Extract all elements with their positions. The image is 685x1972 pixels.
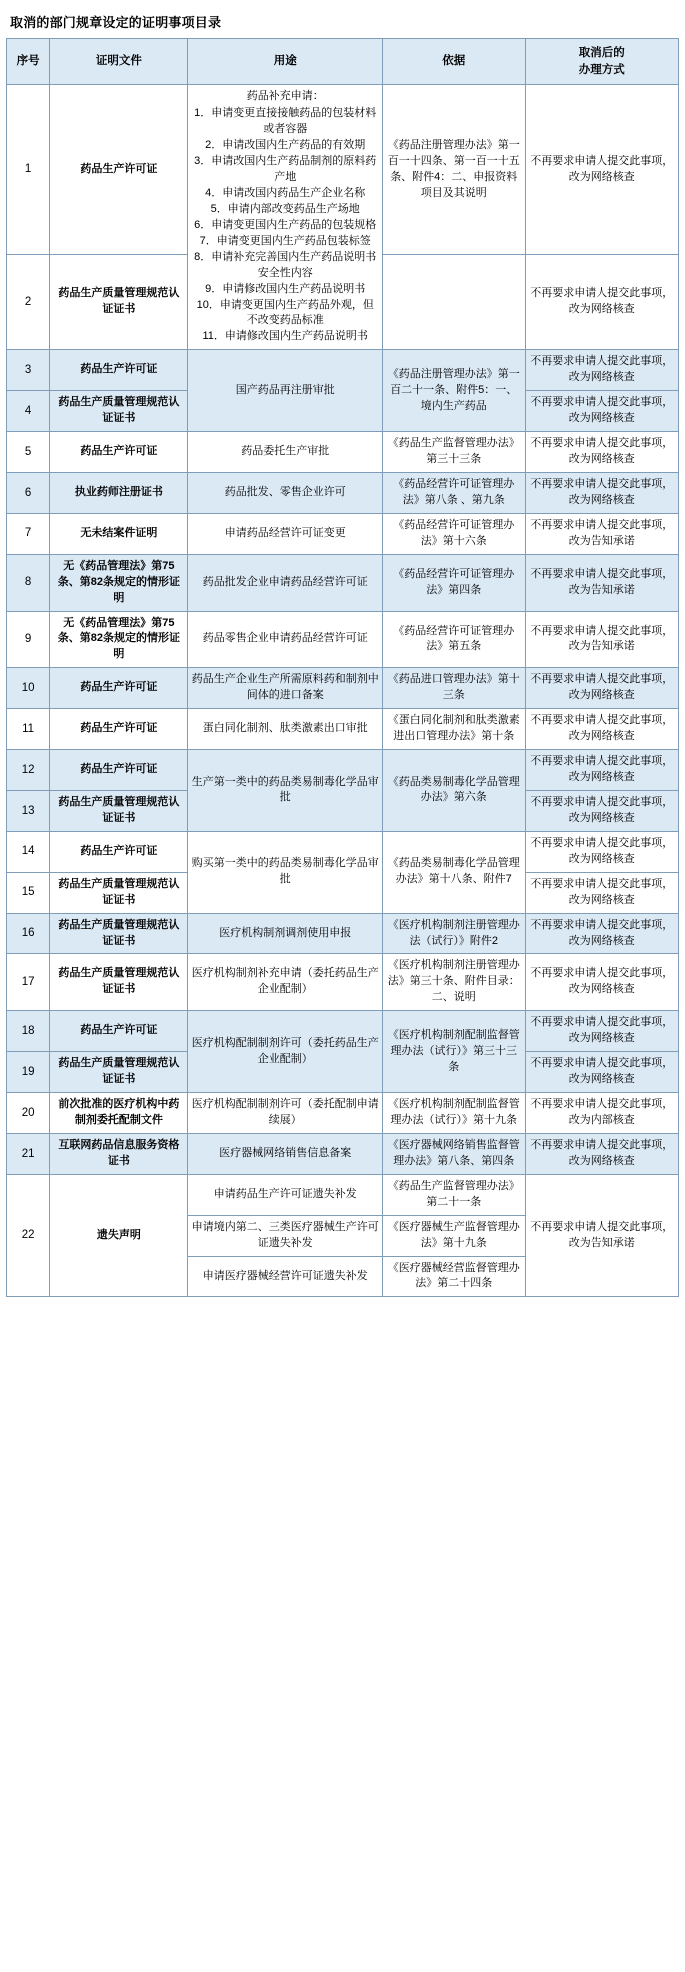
cell-after: 不再要求申请人提交此事项，改为告知承诺 [525,611,678,668]
cell-document: 执业药师注册证书 [50,472,188,513]
cell-no: 2 [7,255,50,350]
cell-after: 不再要求申请人提交此事项，改为网络核查 [525,668,678,709]
cell-basis: 《药品经营许可证管理办法》第八条 、第九条 [382,472,525,513]
cell-no: 18 [7,1011,50,1052]
cell-after: 不再要求申请人提交此事项，改为告知承诺 [525,513,678,554]
cell-after: 不再要求申请人提交此事项，改为网络核查 [525,350,678,391]
cell-after: 不再要求申请人提交此事项，改为网络核查 [525,391,678,432]
cell-after: 不再要求申请人提交此事项，改为网络核查 [525,750,678,791]
column-header-after-line2: 办理方式 [578,63,625,76]
cell-basis: 《药品经营许可证管理办法》第五条 [382,611,525,668]
cell-document: 药品生产许可证 [50,831,188,872]
cell-document: 药品生产许可证 [50,85,188,255]
cell-no: 9 [7,611,50,668]
table-row [7,954,679,1011]
cell-basis: 《医疗机构制剂注册管理办法（试行）》附件2 [382,913,525,954]
cell-no: 13 [7,790,50,831]
cell-no: 10 [7,668,50,709]
cell-no: 6 [7,472,50,513]
cell-no: 17 [7,954,50,1011]
table-row [7,1093,679,1134]
cell-basis: 《药品类易制毒化学品管理办法》第六条 [382,750,525,832]
cell-after: 不再要求申请人提交此事项，改为告知承诺 [525,1174,678,1297]
table-row [7,913,679,954]
table-body [7,85,679,1297]
cell-after: 不再要求申请人提交此事项，改为告知承诺 [525,554,678,611]
cell-after: 不再要求申请人提交此事项，改为网络核查 [525,709,678,750]
cell-use: 申请药品生产许可证遗失补发 [188,1174,382,1215]
table-row [7,1011,679,1052]
cell-basis [382,255,525,350]
cell-basis: 《医疗器械网络销售监督管理办法》第八条、第四条 [382,1133,525,1174]
cell-basis: 《医疗器械经营监督管理办法》第二十四条 [382,1256,525,1297]
cell-use: 药品委托生产审批 [188,432,382,473]
cell-document: 无未结案件证明 [50,513,188,554]
cell-use: 医疗机构配制制剂许可（委托药品生产企业配制） [188,1011,382,1093]
use-item: 9．申请修改国内生产药品说明书 [205,282,366,295]
cell-no: 7 [7,513,50,554]
cell-no: 14 [7,831,50,872]
cell-no: 15 [7,872,50,913]
cell-after: 不再要求申请人提交此事项，改为网络核查 [525,872,678,913]
use-item: 7．申请变更国内生产药品包装标签 [199,234,371,247]
cell-basis: 《药品注册管理办法》第一百二十一条、附件5：一、境内生产药品 [382,350,525,432]
table-row [7,350,679,391]
cell-document: 前次批准的医疗机构中药制剂委托配制文件 [50,1093,188,1134]
cell-document: 无《药品管理法》第75条、第82条规定的情形证明 [50,611,188,668]
use-item: 2．申请改国内生产药品的有效期 [205,139,366,152]
cell-document: 药品生产质量管理规范认证证书 [50,255,188,350]
cell-basis: 《药品进口管理办法》第十三条 [382,668,525,709]
cell-document: 药品生产质量管理规范认证证书 [50,391,188,432]
cell-basis: 《医疗器械生产监督管理办法》第十九条 [382,1215,525,1256]
cell-document: 药品生产质量管理规范认证证书 [50,1052,188,1093]
cell-basis: 《医疗机构制剂配制监督管理办法（试行）》第三十三条 [382,1011,525,1093]
cell-basis: 《药品经营许可证管理办法》第十六条 [382,513,525,554]
table-row [7,1174,679,1215]
cell-basis: 《医疗机构制剂注册管理办法》第三十条、附件目录：二、说明 [382,954,525,1011]
use-item: 4．申请改国内药品生产企业名称 [205,186,366,199]
column-header-basis: 依据 [382,39,525,85]
table-row [7,1133,679,1174]
cell-use: 医疗机构配制制剂许可（委托配制申请续展） [188,1093,382,1134]
cell-use: 药品批发企业申请药品经营许可证 [188,554,382,611]
cell-no: 5 [7,432,50,473]
column-header-document: 证明文件 [50,39,188,85]
cell-use: 医疗器械网络销售信息备案 [188,1133,382,1174]
cell-after: 不再要求申请人提交此事项，改为网络核查 [525,954,678,1011]
cell-document: 无《药品管理法》第75条、第82条规定的情形证明 [50,554,188,611]
cell-after: 不再要求申请人提交此事项，改为网络核查 [525,472,678,513]
table-row [7,668,679,709]
column-header-after-line1: 取消后的 [578,47,625,59]
page-title: 取消的部门规章设定的证明事项目录 [10,15,222,30]
use-heading: 药品补充申请： [246,90,324,103]
cell-no: 1 [7,85,50,255]
cell-basis: 《蛋白同化制剂和肽类激素进出口管理办法》第十条 [382,709,525,750]
cell-no: 11 [7,709,50,750]
cell-use: 药品生产企业生产所需原料药和制剂中间体的进口备案 [188,668,382,709]
cell-after: 不再要求申请人提交此事项，改为网络核查 [525,1011,678,1052]
cell-document: 药品生产质量管理规范认证证书 [50,954,188,1011]
cell-after: 不再要求申请人提交此事项，改为网络核查 [525,913,678,954]
column-header-use: 用途 [188,39,382,85]
cell-no: 12 [7,750,50,791]
cell-use: 药品零售企业申请药品经营许可证 [188,611,382,668]
cell-document: 互联网药品信息服务资格证书 [50,1133,188,1174]
table-row [7,750,679,791]
cell-use: 申请药品经营许可证变更 [188,513,382,554]
cell-use: 药品批发、零售企业许可 [188,472,382,513]
cell-use: 申请医疗器械经营许可证遗失补发 [188,1256,382,1297]
use-item: 11．申请修改国内生产药品说明书 [202,330,368,343]
use-item: 10．申请变更国内生产药品外观，但不改变药品标准 [196,298,374,327]
use-item: 8．申请补充完善国内生产药品说明书安全性内容 [194,250,377,279]
cell-document: 药品生产许可证 [50,432,188,473]
cell-basis: 《药品类易制毒化学品管理办法》第十八条、附件7 [382,831,525,913]
table-row [7,513,679,554]
use-item: 1．申请变更直接接触药品的包装材料或者容器 [194,107,377,136]
cell-document: 药品生产许可证 [50,668,188,709]
cell-use: 购买第一类中的药品类易制毒化学品审批 [188,831,382,913]
cell-no: 8 [7,554,50,611]
column-header-no: 序号 [7,39,50,85]
table-row [7,472,679,513]
cell-use: 医疗机构制剂调剂使用申报 [188,913,382,954]
table-row [7,85,679,255]
cell-use: 申请境内第二、三类医疗器械生产许可证遗失补发 [188,1215,382,1256]
cell-document: 药品生产质量管理规范认证证书 [50,913,188,954]
use-item: 5．申请内部改变药品生产场地 [210,202,360,215]
cell-no: 22 [7,1174,50,1297]
cell-no: 16 [7,913,50,954]
use-item: 3．申请改国内生产药品制剂的原料药产地 [194,155,377,184]
table-row [7,554,679,611]
cell-document: 药品生产质量管理规范认证证书 [50,790,188,831]
cell-use: 蛋白同化制剂、肽类激素出口审批 [188,709,382,750]
cell-no: 4 [7,391,50,432]
cell-use: 国产药品再注册审批 [188,350,382,432]
cell-after: 不再要求申请人提交此事项，改为网络核查 [525,432,678,473]
cell-use: 医疗机构制剂补充申请（委托药品生产企业配制） [188,954,382,1011]
cell-after: 不再要求申请人提交此事项，改为网络核查 [525,1052,678,1093]
cell-document: 药品生产许可证 [50,350,188,391]
cell-basis: 《药品经营许可证管理办法》第四条 [382,554,525,611]
cell-basis: 《药品生产监督管理办法》第二十一条 [382,1174,525,1215]
cell-document: 药品生产许可证 [50,750,188,791]
cell-no: 3 [7,350,50,391]
table-row [7,432,679,473]
cell-after: 不再要求申请人提交此事项，改为内部核查 [525,1093,678,1134]
cell-use: 生产第一类中的药品类易制毒化学品审批 [188,750,382,832]
table-header-row [7,39,679,85]
table-row [7,709,679,750]
cell-no: 19 [7,1052,50,1093]
cell-basis: 《医疗机构制剂配制监督管理办法（试行）》第十九条 [382,1093,525,1134]
cell-no: 21 [7,1133,50,1174]
cell-after: 不再要求申请人提交此事项，改为网络核查 [525,85,678,255]
use-list [191,89,378,345]
certificate-items-table [6,38,679,1297]
cell-after: 不再要求申请人提交此事项，改为网络核查 [525,1133,678,1174]
cell-document: 药品生产许可证 [50,1011,188,1052]
cell-after: 不再要求申请人提交此事项，改为网络核查 [525,255,678,350]
column-header-after [525,39,678,85]
table-row [7,831,679,872]
table-row [7,611,679,668]
cell-document: 遗失声明 [50,1174,188,1297]
cell-after: 不再要求申请人提交此事项，改为网络核查 [525,790,678,831]
cell-after: 不再要求申请人提交此事项，改为网络核查 [525,831,678,872]
cell-document: 药品生产许可证 [50,709,188,750]
cell-no: 20 [7,1093,50,1134]
use-item: 6．申请变更国内生产药品的包装规格 [194,218,377,231]
cell-basis: 《药品注册管理办法》第一百一十四条、第一百一十五条、附件4：二、申报资料项目及其说明 [382,85,525,255]
cell-basis: 《药品生产监督管理办法》第三十三条 [382,432,525,473]
table-header [7,39,679,85]
cell-document: 药品生产质量管理规范认证证书 [50,872,188,913]
cell-use [188,85,382,350]
